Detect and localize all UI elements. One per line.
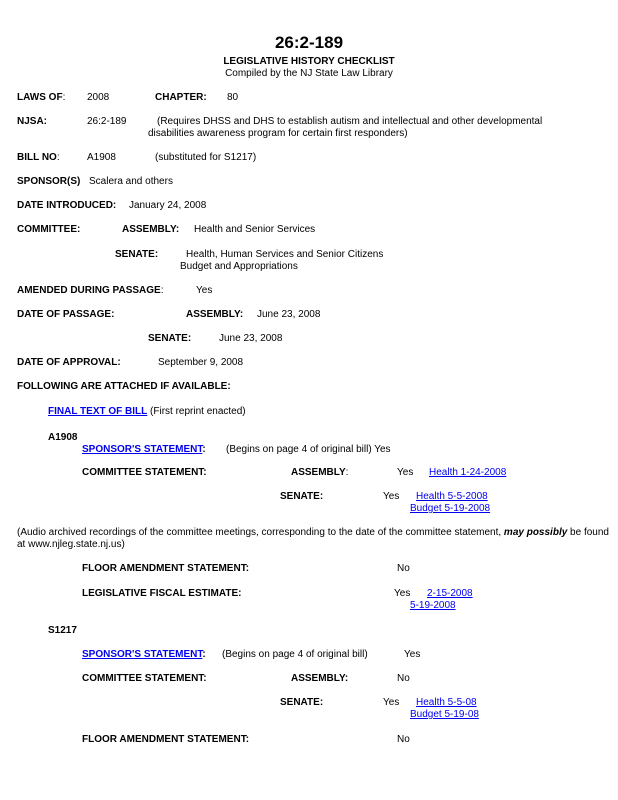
bill-no-note: (substituted for S1217) xyxy=(155,152,257,163)
committee-senate-value2: Budget and Appropriations xyxy=(180,261,298,272)
audio-note-emphasis: may possibly xyxy=(503,527,568,538)
a1908-committee-label: COMMITTEE STATEMENT: xyxy=(82,467,207,478)
s1217-assembly-label: ASSEMBLY: xyxy=(291,673,349,684)
passage-assembly-label: ASSEMBLY: xyxy=(186,309,244,320)
date-introduced-label: DATE INTRODUCED: xyxy=(17,200,117,211)
a1908-assembly-label-text: ASSEMBLY xyxy=(291,467,346,478)
bill-no-label xyxy=(17,152,60,164)
passage-senate-label: SENATE: xyxy=(148,333,192,344)
sponsor-value: Scalera and others xyxy=(89,176,173,187)
njsa-label: NJSA: xyxy=(17,116,48,127)
amended-label-text: AMENDED DURING PASSAGE xyxy=(17,285,161,296)
committee-senate-value1: Health, Human Services and Senior Citizens xyxy=(186,249,384,260)
a1908-senate-health-link[interactable]: Health 5-5-2008 xyxy=(416,491,488,502)
laws-of-colon: : xyxy=(62,92,66,103)
final-text-link[interactable]: FINAL TEXT OF BILL xyxy=(48,406,148,417)
committee-senate-label: SENATE: xyxy=(115,249,159,260)
s1217-senate-budget-link[interactable]: Budget 5-19-08 xyxy=(410,709,479,720)
a1908-heading: A1908 xyxy=(48,432,78,443)
s1217-sponsor-note: (Begins on page 4 of original bill) xyxy=(222,649,368,660)
a1908-assembly-colon: : xyxy=(345,467,349,478)
a1908-fiscal-link1[interactable]: 2-15-2008 xyxy=(427,588,473,599)
a1908-assembly-label xyxy=(291,467,348,479)
date-introduced-value: January 24, 2008 xyxy=(129,200,207,211)
a1908-assembly-health-link[interactable]: Health 1-24-2008 xyxy=(429,467,507,478)
page-title: 26:2-189 xyxy=(274,33,344,52)
bill-no-colon: : xyxy=(56,152,60,163)
final-text-note: (First reprint enacted) xyxy=(150,406,246,417)
s1217-senate-yes: Yes xyxy=(383,697,400,708)
a1908-sponsor-colon: : xyxy=(202,444,206,455)
njsa-description-line1: (Requires DHSS and DHS to establish autism and intellectual and other developmental xyxy=(157,116,543,127)
bill-no-value: A1908 xyxy=(87,152,116,163)
njsa-description-line2: disabilities awareness program for certain first responders) xyxy=(148,128,408,139)
a1908-sponsor-statement-link[interactable]: SPONSOR'S STATEMENT xyxy=(82,444,203,455)
s1217-sponsor-yes: Yes xyxy=(404,649,421,660)
committee-label: COMMITTEE: xyxy=(17,224,81,235)
compiled-by: Compiled by the NJ State Law Library xyxy=(225,68,393,79)
s1217-senate-health-link[interactable]: Health 5-5-08 xyxy=(416,697,477,708)
audio-note-pre: (Audio archived recordings of the committee meetings, corresponding to the date of the committee statement, xyxy=(17,527,504,538)
s1217-assembly-value: No xyxy=(397,673,410,684)
date-of-approval-value: September 9, 2008 xyxy=(158,357,244,368)
passage-assembly-value: June 23, 2008 xyxy=(257,309,321,320)
chapter-value: 80 xyxy=(227,92,239,103)
s1217-heading: S1217 xyxy=(48,625,77,636)
bill-no-label-text: BILL NO xyxy=(17,152,57,163)
amended-value: Yes xyxy=(196,285,213,296)
a1908-assembly-yes: Yes xyxy=(397,467,414,478)
njsa-value: 26:2-189 xyxy=(87,116,127,127)
laws-of-label xyxy=(17,92,65,104)
a1908-fiscal-link2[interactable]: 5-19-2008 xyxy=(410,600,456,611)
a1908-fiscal-yes: Yes xyxy=(394,588,411,599)
committee-assembly-label: ASSEMBLY: xyxy=(122,224,180,235)
a1908-senate-label: SENATE: xyxy=(280,491,324,502)
audio-note-line1 xyxy=(17,527,609,539)
s1217-floor-value: No xyxy=(397,734,410,745)
a1908-senate-yes: Yes xyxy=(383,491,400,502)
laws-of-value: 2008 xyxy=(87,92,110,103)
attached-heading: FOLLOWING ARE ATTACHED IF AVAILABLE: xyxy=(17,381,231,392)
s1217-senate-label: SENATE: xyxy=(280,697,324,708)
s1217-floor-label: FLOOR AMENDMENT STATEMENT: xyxy=(82,734,250,745)
final-text-row xyxy=(48,406,246,418)
amended-label xyxy=(17,285,164,297)
date-of-approval-label: DATE OF APPROVAL: xyxy=(17,357,121,368)
document-subtitle: LEGISLATIVE HISTORY CHECKLIST xyxy=(223,56,395,67)
s1217-sponsor-statement-link[interactable]: SPONSOR'S STATEMENT xyxy=(82,649,203,660)
laws-of-label-text: LAWS OF xyxy=(17,92,63,103)
amended-colon: : xyxy=(160,285,164,296)
a1908-floor-value: No xyxy=(397,563,410,574)
a1908-sponsor-note: (Begins on page 4 of original bill) Yes xyxy=(226,444,391,455)
a1908-sponsor-row xyxy=(82,444,206,456)
audio-note-post: be found xyxy=(567,527,609,538)
chapter-label: CHAPTER: xyxy=(155,92,207,103)
sponsor-label: SPONSOR(S) xyxy=(17,176,81,187)
passage-senate-value: June 23, 2008 xyxy=(219,333,283,344)
s1217-sponsor-colon: : xyxy=(202,649,206,660)
a1908-fiscal-label: LEGISLATIVE FISCAL ESTIMATE: xyxy=(82,588,242,599)
a1908-senate-budget-link[interactable]: Budget 5-19-2008 xyxy=(410,503,491,514)
a1908-floor-label: FLOOR AMENDMENT STATEMENT: xyxy=(82,563,250,574)
s1217-committee-label: COMMITTEE STATEMENT: xyxy=(82,673,207,684)
audio-note-line2: at www.njleg.state.nj.us) xyxy=(17,539,125,550)
date-of-passage-label: DATE OF PASSAGE: xyxy=(17,309,115,320)
s1217-sponsor-row xyxy=(82,649,206,661)
committee-assembly-value: Health and Senior Services xyxy=(194,224,316,235)
